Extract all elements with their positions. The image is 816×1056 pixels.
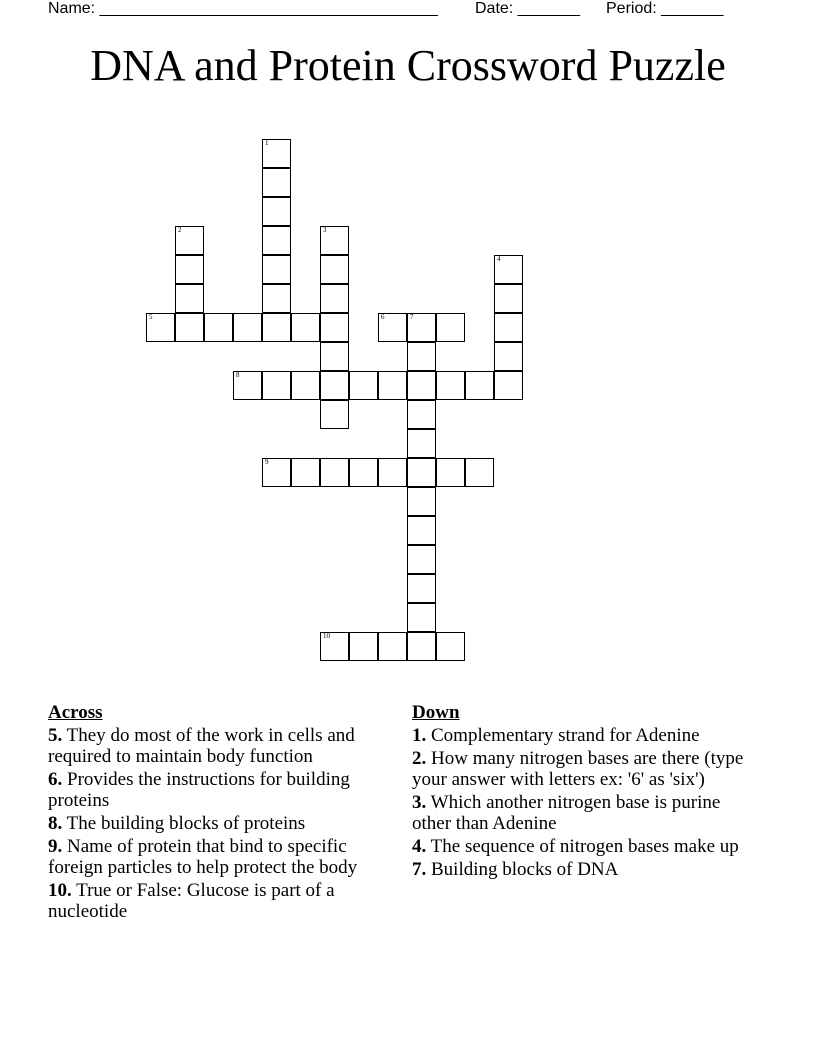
clue-down-2 <box>412 748 757 790</box>
grid-cell[interactable] <box>291 371 320 400</box>
grid-cell[interactable] <box>494 255 523 284</box>
clue-number-label: 5 <box>149 313 153 321</box>
down-heading: Down <box>412 702 460 723</box>
grid-cell[interactable] <box>436 632 465 661</box>
clue-text: They do most of the work in cells and required to maintain body function <box>48 725 355 767</box>
grid-cell[interactable] <box>349 632 378 661</box>
grid-cell[interactable] <box>407 545 436 574</box>
grid-cell[interactable] <box>494 313 523 342</box>
across-heading: Across <box>48 702 103 723</box>
clue-text: Provides the instructions for building proteins <box>48 769 350 811</box>
clue-text: Building blocks of DNA <box>431 859 619 880</box>
grid-cell[interactable] <box>407 458 436 487</box>
grid-cell[interactable] <box>262 371 291 400</box>
grid-cell[interactable] <box>320 632 349 661</box>
grid-cell[interactable] <box>320 226 349 255</box>
grid-cell[interactable] <box>262 458 291 487</box>
grid-cell[interactable] <box>494 342 523 371</box>
grid-cell[interactable] <box>436 371 465 400</box>
clue-across-10 <box>48 880 393 922</box>
clue-text: True or False: Glucose is part of a nucleotide <box>48 880 335 922</box>
grid-cell[interactable] <box>465 458 494 487</box>
grid-cell[interactable] <box>378 371 407 400</box>
grid-cell[interactable] <box>146 313 175 342</box>
grid-cell[interactable] <box>262 226 291 255</box>
clue-number: 2. <box>412 748 427 769</box>
clue-number-label: 8 <box>236 371 240 379</box>
date-field[interactable]: Date: _______ <box>475 0 580 17</box>
grid-cell[interactable] <box>407 429 436 458</box>
grid-cell[interactable] <box>465 371 494 400</box>
clue-across-8 <box>48 813 393 834</box>
grid-cell[interactable] <box>233 371 262 400</box>
clue-number: 5. <box>48 725 63 746</box>
grid-cell[interactable] <box>407 632 436 661</box>
grid-cell[interactable] <box>436 313 465 342</box>
clue-number-label: 3 <box>323 226 327 234</box>
clue-text: The building blocks of proteins <box>66 813 306 834</box>
grid-cell[interactable] <box>407 487 436 516</box>
across-clues <box>48 702 393 924</box>
grid-cell[interactable] <box>378 458 407 487</box>
clue-number: 4. <box>412 836 427 857</box>
clue-number: 7. <box>412 859 427 880</box>
grid-cell[interactable] <box>436 458 465 487</box>
grid-cell[interactable] <box>175 284 204 313</box>
grid-cell[interactable] <box>320 342 349 371</box>
clue-across-5 <box>48 725 393 767</box>
grid-cell[interactable] <box>407 371 436 400</box>
grid-cell[interactable] <box>407 313 436 342</box>
grid-cell[interactable] <box>291 313 320 342</box>
grid-cell[interactable] <box>320 371 349 400</box>
clue-down-4 <box>412 836 757 857</box>
clue-number: 8. <box>48 813 63 834</box>
grid-cell[interactable] <box>262 284 291 313</box>
clue-number: 3. <box>412 792 427 813</box>
grid-cell[interactable] <box>262 197 291 226</box>
clue-down-1 <box>412 725 757 746</box>
clue-text: Complementary strand for Adenine <box>431 725 700 746</box>
grid-cell[interactable] <box>262 139 291 168</box>
grid-cell[interactable] <box>175 255 204 284</box>
clue-across-9 <box>48 836 393 878</box>
grid-cell[interactable] <box>407 603 436 632</box>
clue-number: 10. <box>48 880 72 901</box>
clue-text: How many nitrogen bases are there (type your answer with letters ex: '6' as 'six') <box>412 748 744 790</box>
grid-cell[interactable] <box>407 516 436 545</box>
grid-cell[interactable] <box>320 458 349 487</box>
grid-cell[interactable] <box>262 313 291 342</box>
grid-cell[interactable] <box>262 255 291 284</box>
grid-cell[interactable] <box>349 458 378 487</box>
name-field[interactable]: Name: ______________________________________ <box>48 0 438 17</box>
clue-number-label: 1 <box>265 139 269 147</box>
grid-cell[interactable] <box>175 226 204 255</box>
clue-number-label: 6 <box>381 313 385 321</box>
clue-number-label: 4 <box>497 255 501 263</box>
grid-cell[interactable] <box>291 458 320 487</box>
grid-cell[interactable] <box>175 313 204 342</box>
grid-cell[interactable] <box>320 400 349 429</box>
down-clues <box>412 702 757 882</box>
grid-cell[interactable] <box>262 168 291 197</box>
page-title: DNA and Protein Crossword Puzzle <box>90 41 726 90</box>
clue-across-6 <box>48 769 393 811</box>
clue-text: Name of protein that bind to specific foreign particles to help protect the body <box>48 836 358 878</box>
grid-cell[interactable] <box>407 342 436 371</box>
grid-cell[interactable] <box>494 371 523 400</box>
clue-number-label: 9 <box>265 458 269 466</box>
clue-text: Which another nitrogen base is purine other than Adenine <box>412 792 721 834</box>
grid-cell[interactable] <box>378 632 407 661</box>
clue-number-label: 10 <box>323 632 330 640</box>
grid-cell[interactable] <box>378 313 407 342</box>
clue-number: 1. <box>412 725 427 746</box>
grid-cell[interactable] <box>204 313 233 342</box>
grid-cell[interactable] <box>233 313 262 342</box>
grid-cell[interactable] <box>494 284 523 313</box>
clue-down-7 <box>412 859 757 880</box>
grid-cell[interactable] <box>320 284 349 313</box>
period-field[interactable]: Period: _______ <box>606 0 724 17</box>
grid-cell[interactable] <box>320 313 349 342</box>
clue-down-3 <box>412 792 757 834</box>
clue-number-label: 2 <box>178 226 182 234</box>
clue-number: 9. <box>48 836 63 857</box>
clue-text: The sequence of nitrogen bases make up <box>430 836 739 857</box>
grid-cell[interactable] <box>407 574 436 603</box>
clue-number-label: 7 <box>410 313 414 321</box>
grid-cell[interactable] <box>349 371 378 400</box>
grid-cell[interactable] <box>320 255 349 284</box>
clue-number: 6. <box>48 769 63 790</box>
grid-cell[interactable] <box>407 400 436 429</box>
